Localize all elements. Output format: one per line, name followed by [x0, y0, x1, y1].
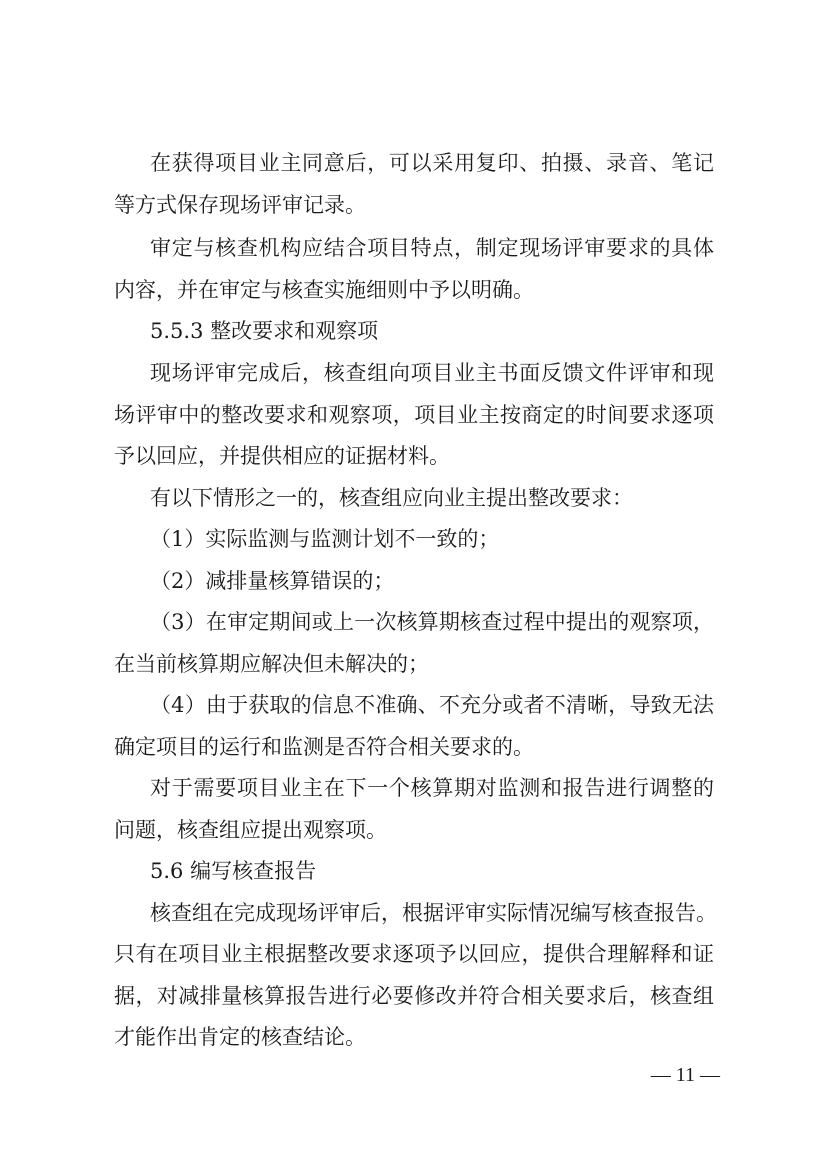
paragraph-line: 只有在项目业主根据整改要求逐项予以回应，提供合理解释和证 — [114, 942, 714, 966]
section-heading: 5.6 编写核查报告 — [150, 859, 317, 883]
paragraph-line: 对于需要项目业主在下一个核算期对监测和报告进行调整的 — [150, 776, 714, 800]
list-item: （3）在审定期间或上一次核算期核查过程中提出的观察项， — [150, 610, 714, 634]
page-number: — 11 — — [650, 1064, 720, 1086]
list-item-continuation: 在当前核算期应解决但未解决的； — [114, 652, 429, 676]
paragraph-line: 才能作出肯定的核查结论。 — [114, 1025, 366, 1049]
list-item: （1）实际监测与监测计划不一致的； — [150, 527, 500, 551]
paragraph-line: 在获得项目业主同意后，可以采用复印、拍摄、录音、笔记 — [150, 151, 714, 175]
paragraph-line: 场评审中的整改要求和观察项，项目业主按商定的时间要求逐项 — [114, 403, 714, 427]
paragraph-line: 有以下情形之一的，核查组应向业主提出整改要求： — [150, 486, 633, 510]
paragraph-line: 据，对减排量核算报告进行必要修改并符合相关要求后，核查组 — [114, 984, 714, 1008]
paragraph-line: 问题，核查组应提出观察项。 — [114, 818, 387, 842]
list-item: （2）减排量核算错误的； — [150, 569, 395, 593]
paragraph-line: 等方式保存现场评审记录。 — [114, 193, 366, 217]
paragraph-line: 予以回应，并提供相应的证据材料。 — [114, 444, 450, 468]
paragraph-line: 核查组在完成现场评审后，根据评审实际情况编写核查报告。 — [150, 901, 717, 925]
list-item: （4）由于获取的信息不准确、不充分或者不清晰，导致无法 — [150, 693, 714, 717]
list-item-continuation: 确定项目的运行和监测是否符合相关要求的。 — [114, 735, 534, 759]
paragraph-line: 现场评审完成后，核查组向项目业主书面反馈文件评审和现 — [150, 361, 714, 385]
paragraph-line: 内容，并在审定与核查实施细则中予以明确。 — [114, 278, 534, 302]
section-heading: 5.5.3 整改要求和观察项 — [150, 319, 379, 343]
paragraph-line: 审定与核查机构应结合项目特点，制定现场评审要求的具体 — [150, 236, 714, 260]
